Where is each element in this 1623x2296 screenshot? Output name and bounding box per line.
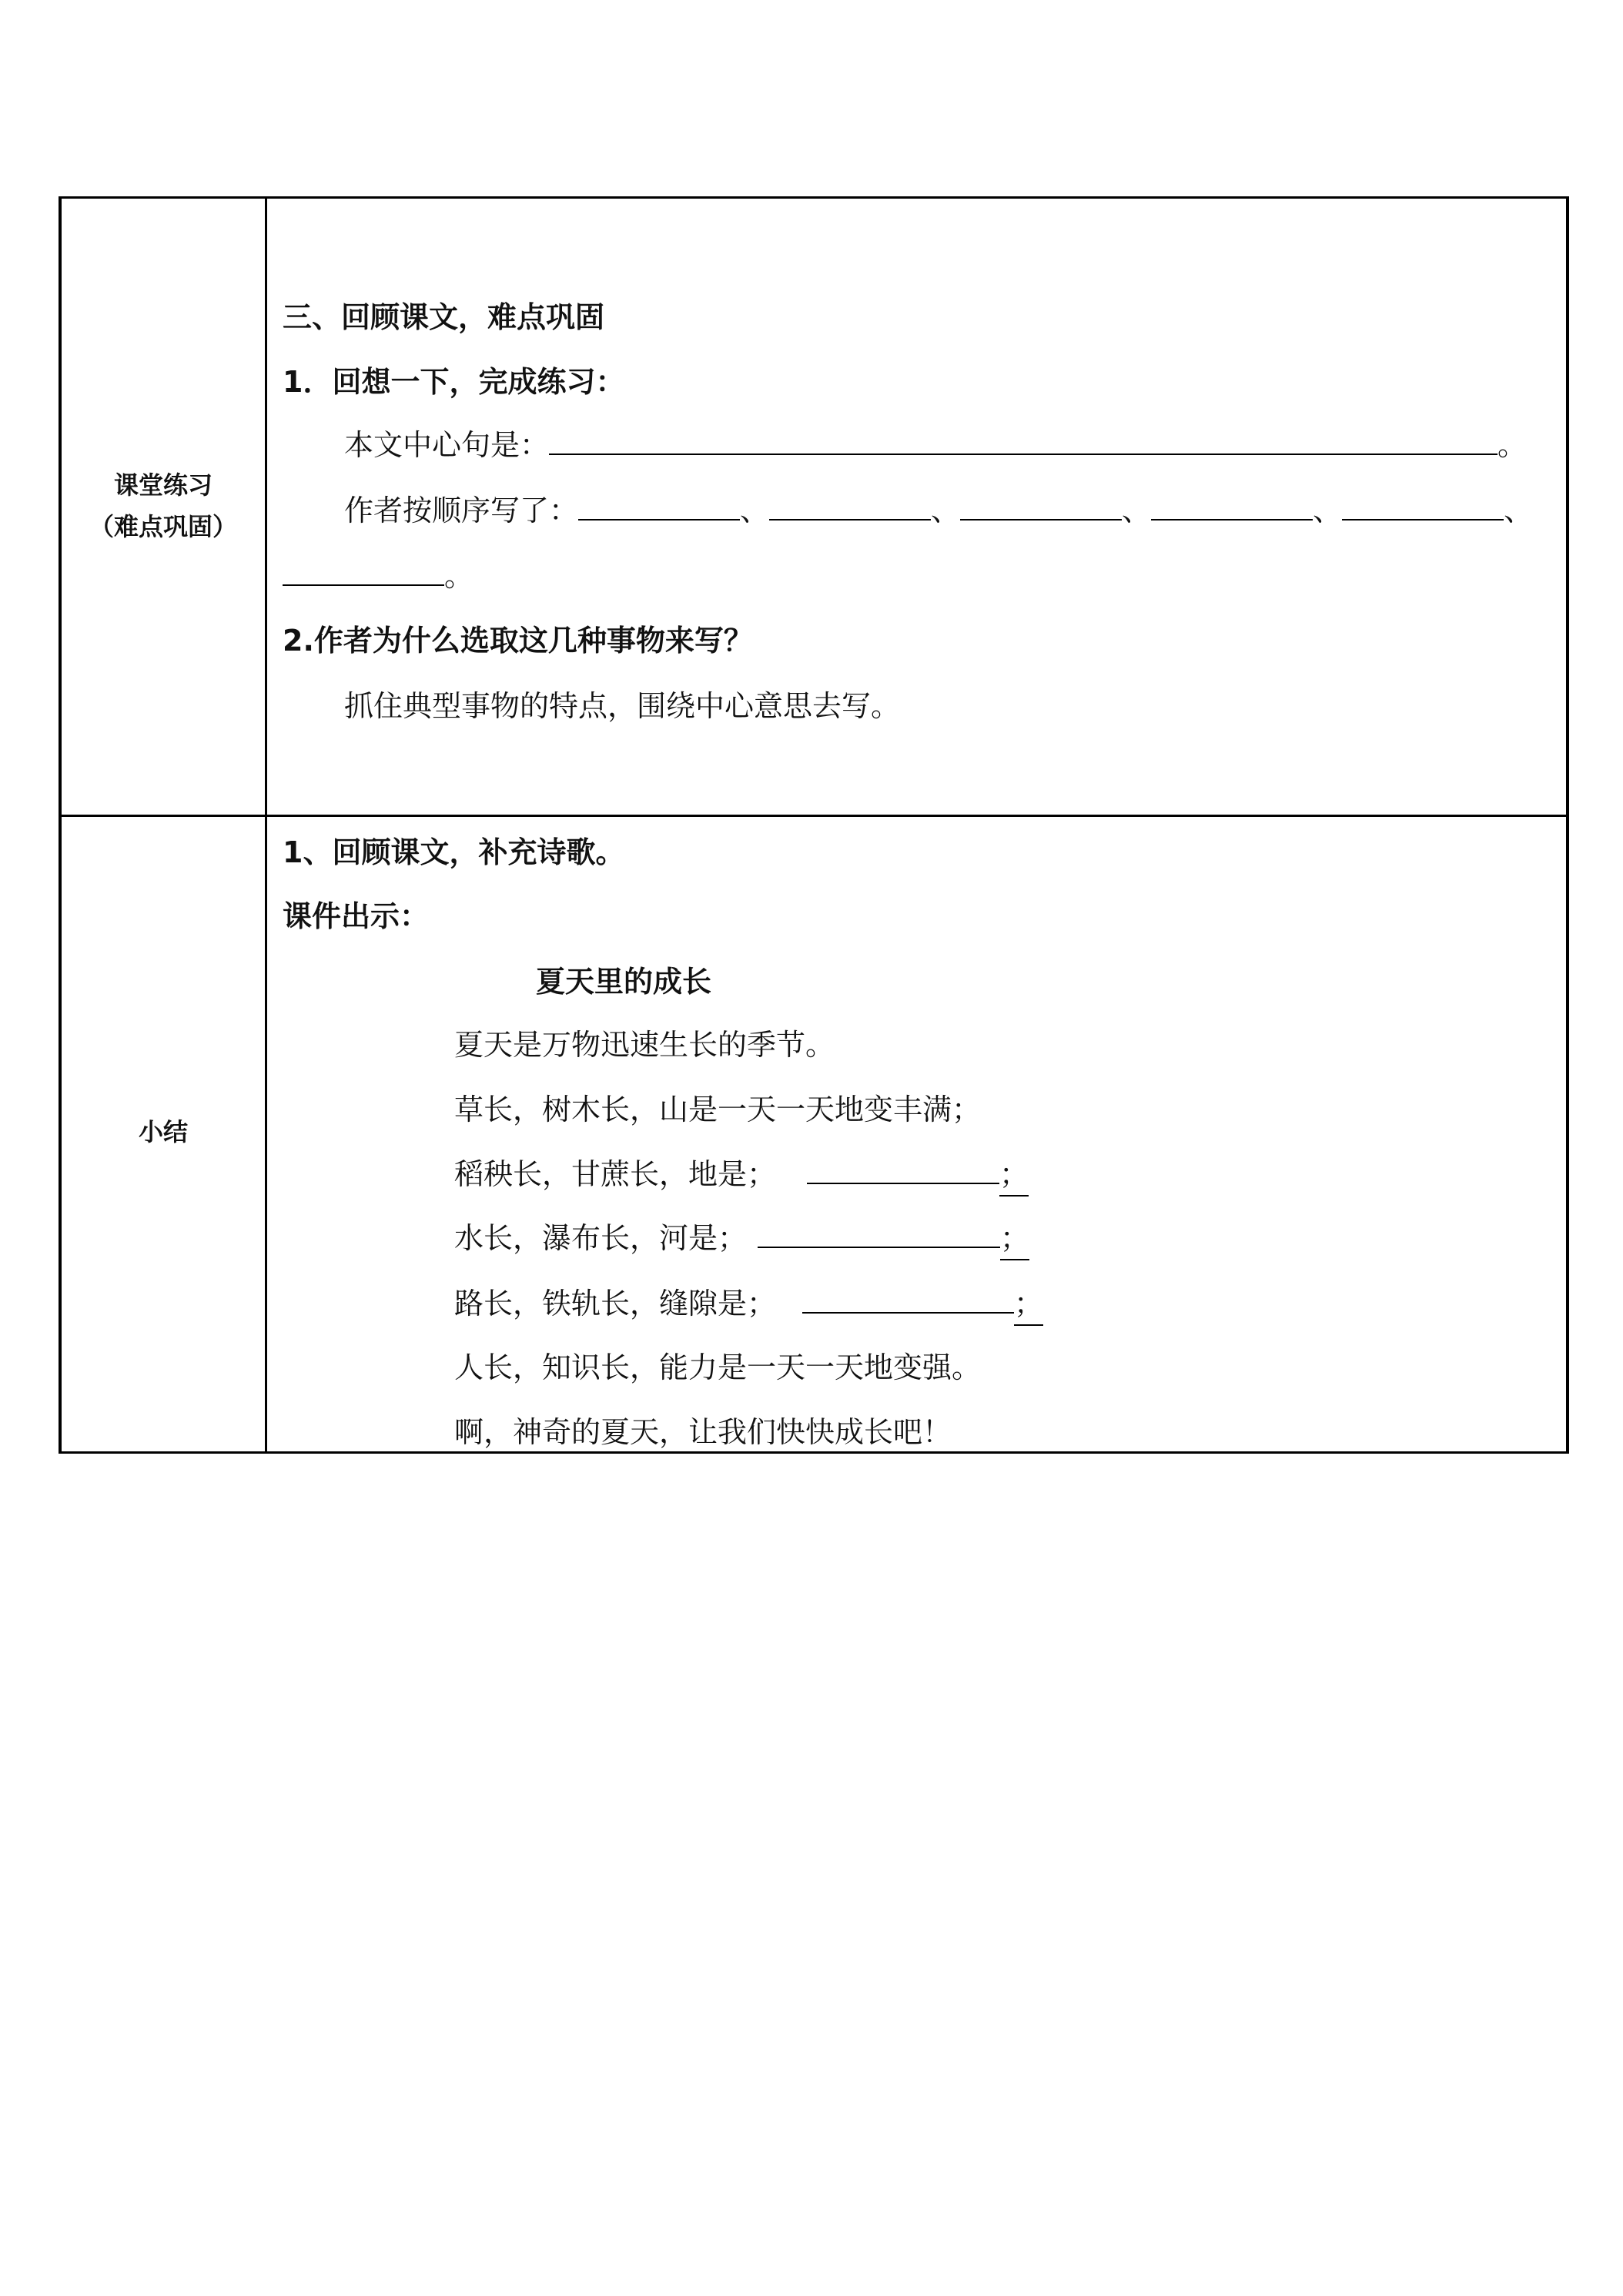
poem-line-2: 草长，树木长，山是一天一天地变丰满； — [454, 1093, 982, 1126]
poem-line-7: 啊，神奇的夏天，让我们快快成长吧！ — [454, 1415, 952, 1449]
order-prefix: 作者按顺序写了： — [344, 494, 579, 527]
center-sentence-end: 。 — [1498, 428, 1528, 462]
order-blank-3[interactable] — [960, 493, 1122, 520]
order-sep: 、 — [1504, 494, 1534, 527]
order-blank-6[interactable] — [283, 558, 444, 586]
order-line — [344, 490, 1533, 531]
poem-line-4-text: 水长，瀑布长，河是； — [454, 1221, 748, 1255]
order-blank-2[interactable] — [769, 493, 931, 520]
summary-row-label: 小结 — [138, 1117, 188, 1146]
order-end: 。 — [444, 559, 474, 593]
practice-row-label — [62, 464, 265, 547]
answer-2: 抓住典型事物的特点，围绕中心意思去写。 — [344, 689, 901, 723]
poem-line-5 — [454, 1283, 1043, 1326]
poem-blank-2-semicolon: ； — [1000, 1217, 1029, 1260]
center-sentence-blank[interactable] — [549, 427, 1498, 455]
order-blank-1[interactable] — [578, 493, 740, 520]
row-divider — [62, 815, 1566, 817]
poem-blank-2[interactable] — [758, 1220, 1000, 1248]
column-divider — [265, 199, 267, 1451]
order-sep: 、 — [1122, 494, 1152, 527]
order-sep: 、 — [1313, 494, 1343, 527]
courseware-label: 课件出示： — [283, 899, 430, 933]
order-sep: 、 — [740, 494, 770, 527]
poem-blank-3-semicolon: ； — [1014, 1283, 1043, 1326]
summary-heading: 1、回顾课文，补充诗歌。 — [283, 835, 625, 869]
order-line-cont — [283, 555, 474, 597]
poem-blank-1[interactable] — [807, 1156, 999, 1184]
order-blank-5[interactable] — [1342, 493, 1504, 520]
poem-line-3-text: 稻秧长，甘蔗长，地是； — [454, 1157, 777, 1191]
poem-line-4 — [454, 1217, 1029, 1260]
practice-label-line2: （难点巩固） — [89, 512, 237, 541]
question-1: 1．回想一下，完成练习： — [283, 365, 625, 399]
poem-title: 夏天里的成长 — [536, 965, 712, 999]
poem-blank-3[interactable] — [802, 1286, 1014, 1314]
order-sep: 、 — [931, 494, 961, 527]
poem-blank-1-semicolon: ； — [999, 1153, 1029, 1197]
center-sentence-line — [344, 424, 1527, 466]
practice-label-line1: 课堂练习 — [113, 470, 212, 500]
poem-line-6: 人长，知识长，能力是一天一天地变强。 — [454, 1350, 982, 1384]
question-2: 2.作者为什么选取这几种事物来写？ — [283, 624, 753, 658]
poem-line-1: 夏天是万物迅速生长的季节。 — [454, 1028, 835, 1062]
order-blank-4[interactable] — [1151, 493, 1313, 520]
practice-heading: 三、回顾课文，难点巩固 — [283, 300, 605, 334]
poem-line-3 — [454, 1153, 1029, 1197]
center-sentence-prefix: 本文中心句是： — [344, 428, 550, 462]
poem-line-5-text: 路长，铁轨长，缝隙是； — [454, 1287, 777, 1320]
lesson-table — [59, 196, 1569, 1454]
